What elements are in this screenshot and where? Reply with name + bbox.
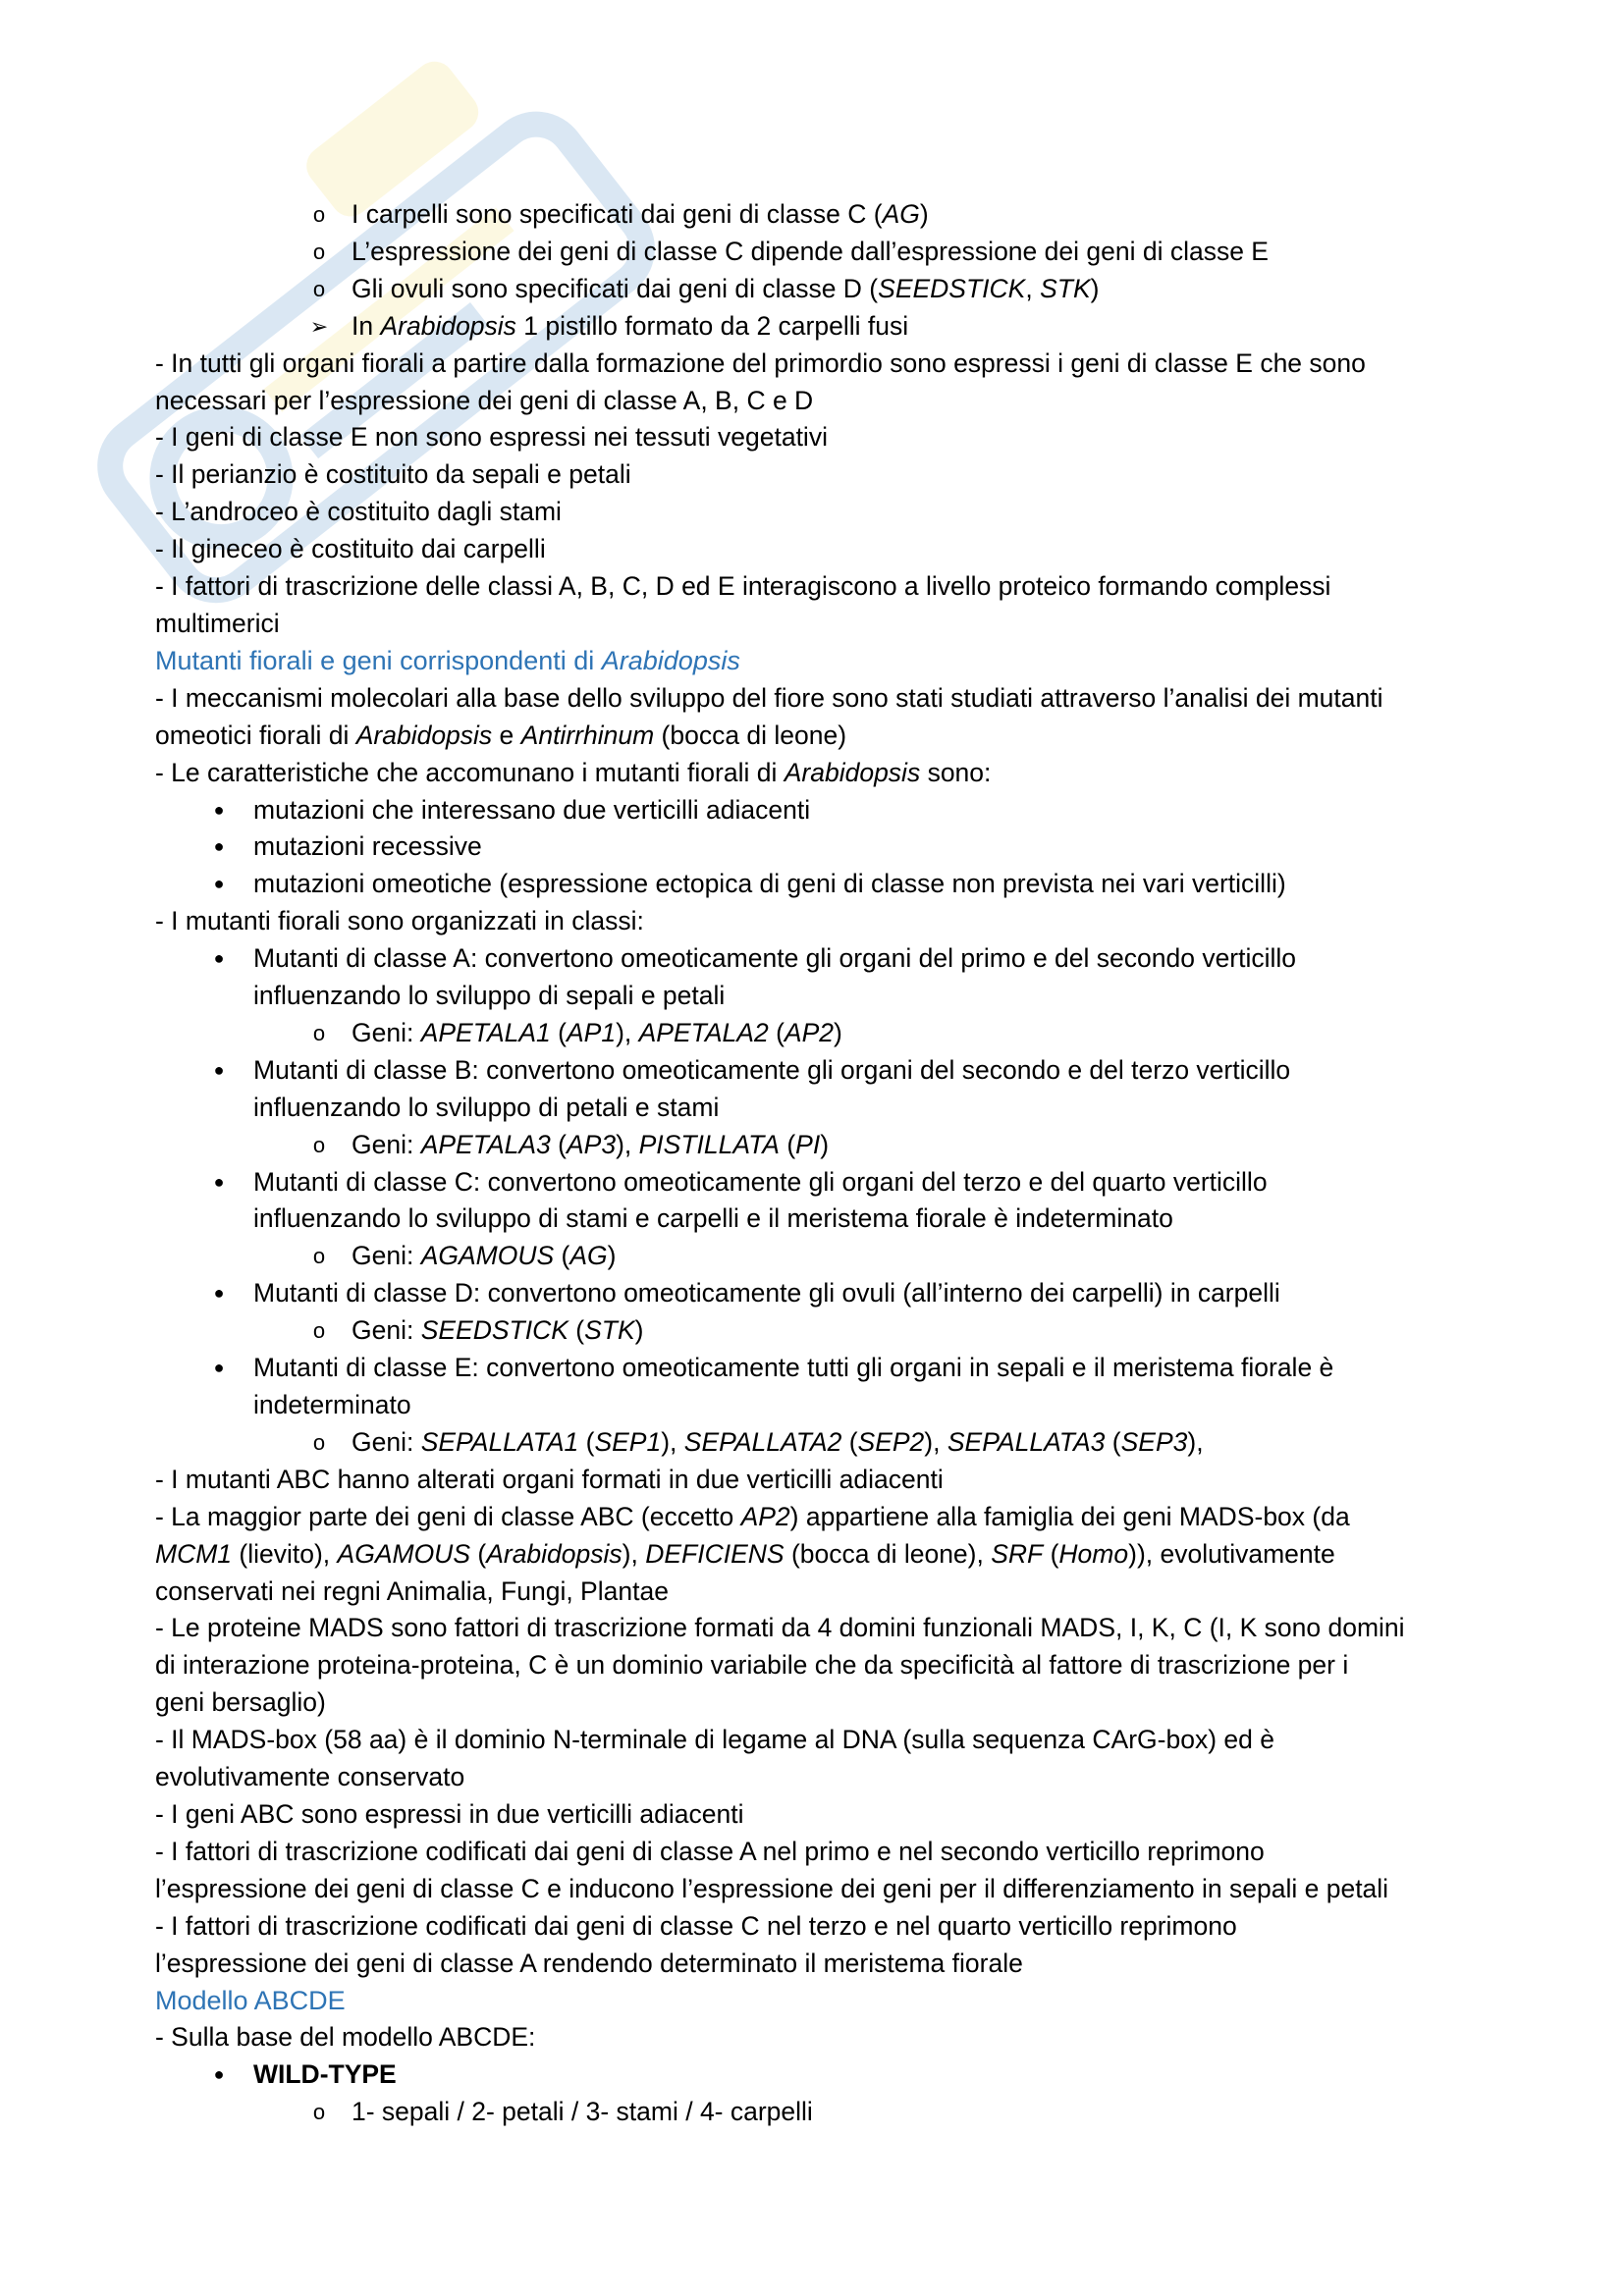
- line-text: influenzando lo sviluppo di petali e stami: [253, 1092, 720, 1122]
- line-text: Geni: APETALA3 (AP3), PISTILLATA (PI): [352, 1129, 830, 1159]
- line-text: influenzando lo sviluppo di sepali e petali: [253, 981, 726, 1011]
- line-text: - I geni ABC sono espressi in due verticilli adiacenti: [155, 1798, 744, 1829]
- list-item: [155, 1127, 1490, 1164]
- text-line: [155, 1536, 1490, 1574]
- circle-bullet-icon: o: [312, 276, 326, 301]
- text-line: [155, 1647, 1490, 1684]
- list-item: [155, 271, 1490, 308]
- bullet-icon: ●: [213, 1358, 225, 1378]
- line-text: omeotici fiorali di Arabidopsis e Antirrhinum (bocca di leone): [155, 720, 847, 750]
- line-text: - I mutanti ABC hanno alterati organi formati in due verticilli adiacenti: [155, 1464, 944, 1494]
- list-item: [155, 196, 1490, 234]
- line-text: Mutanti di classe C: convertono omeoticamente gli organi del terzo e del quarto verticillo: [253, 1166, 1268, 1197]
- text-line: [155, 1722, 1490, 1759]
- line-text: - Sulla base del modello ABCDE:: [155, 2022, 536, 2053]
- line-text: conservati nei regni Animalia, Fungi, Plantae: [155, 1575, 669, 1606]
- line-text: - Il gineceo è costituito dai carpelli: [155, 534, 546, 564]
- bullet-icon: ●: [213, 836, 225, 857]
- line-text: - I geni di classe E non sono espressi nei tessuti vegetativi: [155, 422, 828, 453]
- line-text: Mutanti di classe D: convertono omeoticamente gli ovuli (all’interno dei carpelli) in carpelli: [253, 1278, 1280, 1308]
- line-text: L’espressione dei geni di classe C dipende dall’espressione dei geni di classe E: [352, 236, 1269, 266]
- line-text: I carpelli sono specificati dai geni di classe C (AG): [352, 199, 929, 229]
- line-text: - Il perianzio è costituito da sepali e petali: [155, 459, 631, 490]
- document-page: [155, 196, 1490, 2131]
- line-text: Geni: SEEDSTICK (STK): [352, 1315, 644, 1346]
- list-item: [155, 866, 1490, 903]
- line-text: mutazioni recessive: [253, 831, 482, 862]
- text-line: [155, 1462, 1490, 1499]
- list-item: [155, 1312, 1490, 1350]
- bullet-icon: ●: [213, 1171, 225, 1192]
- line-text: geni bersaglio): [155, 1687, 326, 1718]
- circle-bullet-icon: o: [312, 1132, 326, 1157]
- line-text: - Il MADS-box (58 aa) è il dominio N-terminale di legame al DNA (sulla sequenza CArG-box) ed è: [155, 1725, 1274, 1755]
- bullet-icon: ●: [213, 1059, 225, 1080]
- circle-bullet-icon: o: [312, 239, 326, 264]
- list-item: [155, 308, 1490, 346]
- bullet-icon: ●: [213, 948, 225, 969]
- line-text: Modello ABCDE: [155, 1985, 346, 2015]
- text-line: [155, 680, 1490, 718]
- line-text: Mutanti di classe B: convertono omeoticamente gli organi del secondo e del terzo verticillo: [253, 1054, 1291, 1085]
- line-text: necessari per l’espressione dei geni di classe A, B, C e D: [155, 385, 814, 415]
- list-item: [155, 1424, 1490, 1462]
- line-text: multimerici: [155, 608, 280, 638]
- text-line: [155, 531, 1490, 568]
- text-line: [155, 1759, 1490, 1796]
- text-line: [155, 1796, 1490, 1834]
- bullet-icon: ●: [213, 1283, 225, 1304]
- line-text: - I meccanismi molecolari alla base dello sviluppo del fiore sono stati studiati attraverso l’analisi dei mutanti: [155, 682, 1383, 713]
- bullet-icon: ●: [213, 874, 225, 894]
- line-text: mutazioni che interessano due verticilli adiacenti: [253, 794, 811, 825]
- text-line: [155, 978, 1490, 1015]
- text-line: [155, 1684, 1490, 1722]
- circle-bullet-icon: o: [312, 1244, 326, 1269]
- list-item: [155, 1164, 1490, 1201]
- line-text: WILD-TYPE: [253, 2059, 397, 2090]
- line-text: l’espressione dei geni di classe C e inducono l’espressione dei geni per il differenziamento in sepali e petali: [155, 1873, 1389, 1903]
- text-line: [155, 1201, 1490, 1238]
- line-text: - L’androceo è costituito dagli stami: [155, 497, 562, 527]
- circle-bullet-icon: o: [312, 1020, 326, 1045]
- text-line: [155, 606, 1490, 643]
- line-text: influenzando lo sviluppo di stami e carpelli e il meristema fiorale è indeterminato: [253, 1203, 1173, 1234]
- line-text: - Le proteine MADS sono fattori di trascrizione formati da 4 domini funzionali MADS, I, K, C (I, K sono domini: [155, 1613, 1405, 1643]
- line-text: Geni: AGAMOUS (AG): [352, 1241, 617, 1271]
- text-line: [155, 1871, 1490, 1908]
- list-item: [155, 2056, 1490, 2094]
- section-heading: [155, 643, 1490, 680]
- text-line: [155, 903, 1490, 940]
- line-text: evolutivamente conservato: [155, 1762, 465, 1792]
- line-text: - Le caratteristiche che accomunano i mutanti fiorali di Arabidopsis sono:: [155, 757, 992, 787]
- line-text: Gli ovuli sono specificati dai geni di classe D (SEEDSTICK, STK): [352, 273, 1100, 303]
- text-line: [155, 1090, 1490, 1127]
- line-text: - La maggior parte dei geni di classe ABC (eccetto AP2) appartiene alla famiglia dei geni MADS-box (da: [155, 1501, 1350, 1531]
- line-text: Mutanti fiorali e geni corrispondenti di Arabidopsis: [155, 645, 740, 675]
- list-item: [155, 234, 1490, 271]
- line-text: In Arabidopsis 1 pistillo formato da 2 carpelli fusi: [352, 310, 909, 341]
- circle-bullet-icon: o: [312, 202, 326, 227]
- text-line: [155, 755, 1490, 792]
- text-line: [155, 419, 1490, 456]
- text-line: [155, 1574, 1490, 1611]
- list-item: [155, 2094, 1490, 2131]
- line-text: - I mutanti fiorali sono organizzati in classi:: [155, 906, 644, 936]
- text-line: [155, 1499, 1490, 1536]
- list-item: [155, 1015, 1490, 1052]
- list-item: [155, 1052, 1490, 1090]
- circle-bullet-icon: o: [312, 1429, 326, 1455]
- circle-bullet-icon: o: [312, 2100, 326, 2125]
- text-line: [155, 1834, 1490, 1871]
- line-text: - I fattori di trascrizione codificati dai geni di classe A nel primo e nel secondo verticillo reprimono: [155, 1836, 1265, 1866]
- arrow-bullet-icon: ➢: [309, 313, 329, 339]
- text-line: [155, 494, 1490, 531]
- line-text: - I fattori di trascrizione codificati dai geni di classe C nel terzo e nel quarto verticillo reprimono: [155, 1910, 1237, 1941]
- list-item: [155, 792, 1490, 829]
- line-text: l’espressione dei geni di classe A rendendo determinato il meristema fiorale: [155, 1948, 1023, 1978]
- line-text: Geni: APETALA1 (AP1), APETALA2 (AP2): [352, 1017, 842, 1047]
- line-text: mutazioni omeotiche (espressione ectopica di geni di classe non prevista nei vari verticilli): [253, 869, 1286, 899]
- line-text: Geni: SEPALLATA1 (SEP1), SEPALLATA2 (SEP2), SEPALLATA3 (SEP3),: [352, 1426, 1204, 1457]
- circle-bullet-icon: o: [312, 1318, 326, 1344]
- list-item: [155, 828, 1490, 866]
- text-line: [155, 1387, 1490, 1424]
- line-text: - In tutti gli organi fiorali a partire dalla formazione del primordio sono espressi i geni di classe E che sono: [155, 347, 1366, 378]
- text-line: [155, 456, 1490, 494]
- line-text: - I fattori di trascrizione delle classi A, B, C, D ed E interagiscono a livello proteico formando complessi: [155, 571, 1331, 602]
- text-line: [155, 718, 1490, 755]
- text-line: [155, 1610, 1490, 1647]
- line-text: Mutanti di classe E: convertono omeoticamente tutti gli organi in sepali e il meristema fiorale è: [253, 1353, 1334, 1383]
- text-line: [155, 568, 1490, 606]
- bullet-icon: ●: [213, 799, 225, 820]
- line-text: MCM1 (lievito), AGAMOUS (Arabidopsis), DEFICIENS (bocca di leone), SRF (Homo)), evolutivamente: [155, 1538, 1335, 1569]
- text-line: [155, 2019, 1490, 2056]
- text-line: [155, 383, 1490, 420]
- line-text: 1- sepali / 2- petali / 3- stami / 4- carpelli: [352, 2097, 813, 2127]
- line-text: di interazione proteina-proteina, C è un dominio variabile che da specificità al fattore di trascrizione per i: [155, 1650, 1349, 1681]
- list-item: [155, 1350, 1490, 1387]
- text-line: [155, 346, 1490, 383]
- line-text: indeterminato: [253, 1390, 411, 1419]
- text-line: [155, 1908, 1490, 1946]
- section-heading: [155, 1983, 1490, 2020]
- bullet-icon: ●: [213, 2064, 225, 2085]
- text-line: [155, 1946, 1490, 1983]
- list-item: [155, 1275, 1490, 1312]
- list-item: [155, 940, 1490, 978]
- line-text: Mutanti di classe A: convertono omeoticamente gli organi del primo e del secondo verticillo: [253, 943, 1297, 974]
- list-item: [155, 1238, 1490, 1275]
